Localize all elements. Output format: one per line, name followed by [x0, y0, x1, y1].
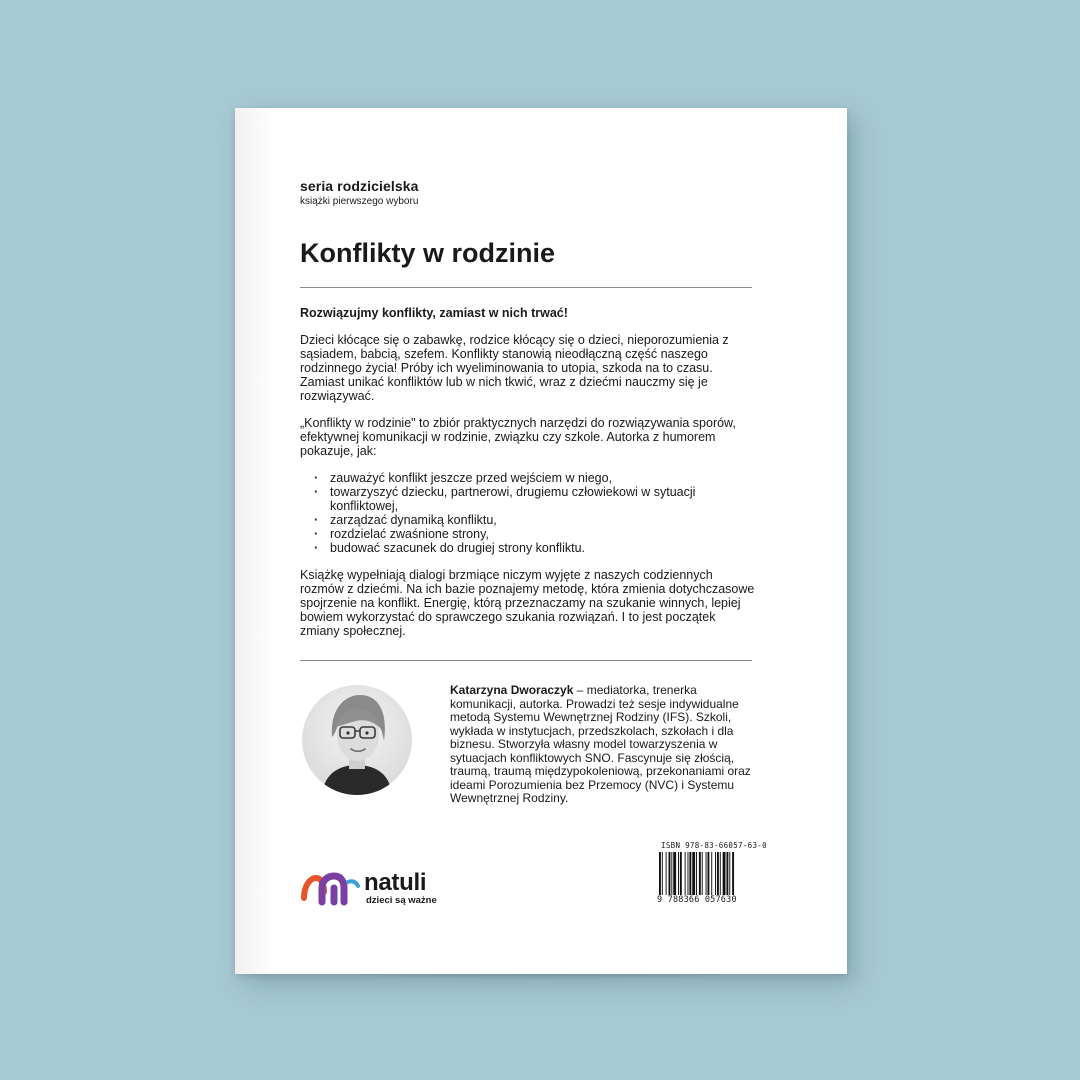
- top-divider: [300, 287, 752, 288]
- isbn-label: ISBN 978-83-66057-63-0: [661, 841, 767, 850]
- series-subtitle: książki pierwszego wyboru: [300, 196, 419, 207]
- paragraph-1: Dzieci kłócące się o zabawkę, rodzice kłócący się o dzieci, nieporozumienia z sąsiadem, babcią, szefem. Konflikty stanowią nieodłączną część naszego rodzinnego życia! Próby ich wyeliminowania to utopia, szkoda na to czasu. Zamiast unikać konfliktów lub w nich tkwić, wraz z dziećmi nauczmy się je rozwiązywać.: [300, 333, 729, 403]
- list-item: · budować szacunek do drugiej strony konfliktu.: [314, 541, 755, 555]
- author-bio: [450, 684, 755, 806]
- list-item: · towarzyszyć dziecku, partnerowi, drugiemu człowiekowi w sytuacji konfliktowej,: [314, 485, 755, 513]
- list-item: · zauważyć konflikt jeszcze przed wejściem w niego,: [314, 471, 755, 485]
- description: [300, 306, 755, 651]
- barcode-digits: 9 788366 057630: [657, 895, 737, 905]
- publisher-tagline: dzieci są ważne: [366, 895, 437, 906]
- series-name: seria rodzicielska: [300, 178, 419, 194]
- series-block: [300, 178, 419, 207]
- author-description: – mediatorka, trenerka komunikacji, autorka. Prowadzi też sesje indywidualne metodą Systemu Wewnętrznej Rodziny (IFS). Szkoli, wykłada w instytucjach, przedszkolach, szkołach i dla biznesu. Stworzyła własny model towarzyszenia w sytuacjach konfliktowych SNO. Fascynuje się złością, traumą, traumą międzypokoleniową, przekonaniami oraz ideami Porozumienia bez Przemocy (NVC) i Systemu Wewnętrznej Rodziny.: [450, 683, 751, 805]
- lead-sentence: Rozwiązujmy konflikty, zamiast w nich trwać!: [300, 306, 568, 320]
- author-photo: [302, 685, 412, 795]
- paragraph-2: „Konflikty w rodzinie" to zbiór praktycznych narzędzi do rozwiązywania sporów, efektywnej komunikacji w rodzinie, związku czy szkole. Autorka z humorem pokazuje, jak:: [300, 416, 736, 458]
- author-name: Katarzyna Dworaczyk: [450, 683, 574, 697]
- paragraph-3: Książkę wypełniają dialogi brzmiące niczym wyjęte z naszych codziennych rozmów z dziećmi. Na ich bazie poznajemy metodę, która zmienia dotychczasowe spojrzenie na konflikt. Energię, którą przeznaczamy na szukanie winnych, lepiej bowiem wykorzystać do sprawczego szukania rozwiązań. I to jest początek zmiany społecznej.: [300, 568, 755, 638]
- spine-shade: [235, 108, 275, 974]
- book-title: Konflikty w rodzinie: [300, 238, 556, 268]
- publisher-logo: [300, 868, 437, 911]
- list-item: · zarządzać dynamiką konfliktu,: [314, 513, 755, 527]
- natuli-logo-icon: [300, 868, 362, 906]
- bullet-list: [300, 471, 755, 555]
- book-back-cover: [235, 108, 847, 974]
- list-item: · rozdzielać zwaśnione strony,: [314, 527, 755, 541]
- bottom-divider: [300, 660, 752, 661]
- publisher-name: natuli: [364, 869, 427, 896]
